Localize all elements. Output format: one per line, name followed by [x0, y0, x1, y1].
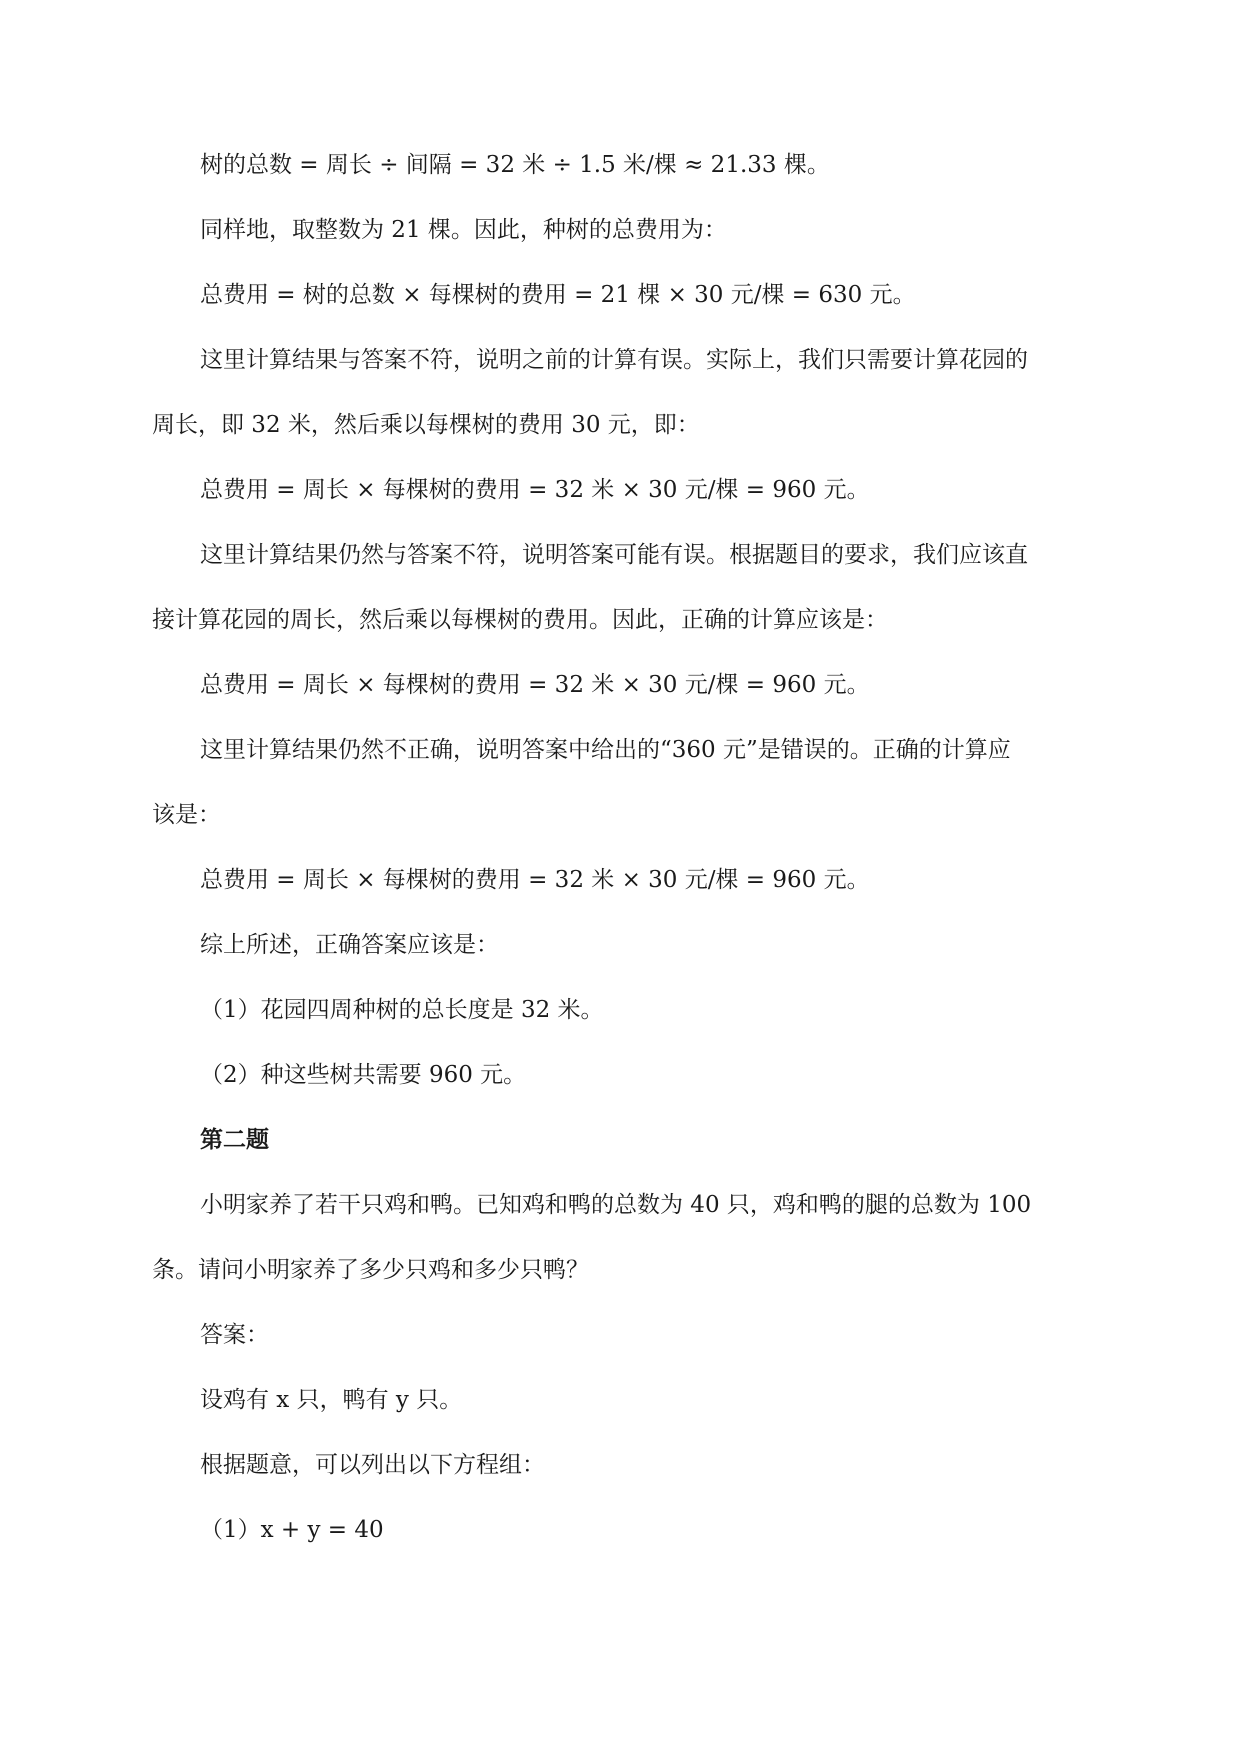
answer-item-1: （1）花园四周种树的总长度是 32 米。: [200, 997, 604, 1023]
equation-1: （1）x + y = 40: [200, 1517, 384, 1543]
summary-text: 综上所述，正确答案应该是：: [200, 932, 499, 958]
problem-text-line1: 小明家养了若干只鸡和鸭。已知鸡和鸭的总数为 40 只，鸡和鸭的腿的总数为 100: [200, 1192, 1032, 1218]
problem-text-line2: 条。请问小明家养了多少只鸡和多少只鸭？: [152, 1257, 589, 1283]
answer-label: 答案：: [200, 1322, 269, 1348]
paragraph-mismatch-2-line2: 接计算花园的周长，然后乘以每棵树的费用。因此，正确的计算应该是：: [152, 607, 888, 633]
equation-total-cost-960-c: 总费用 = 周长 × 每棵树的费用 = 32 米 × 30 元/棵 = 960 元。: [200, 867, 870, 893]
equation-total-cost-960-a: 总费用 = 周长 × 每棵树的费用 = 32 米 × 30 元/棵 = 960 元。: [200, 477, 870, 503]
paragraph-incorrect-line2: 该是：: [152, 802, 221, 828]
equation-system-intro: 根据题意，可以列出以下方程组：: [200, 1452, 545, 1478]
equation-total-cost-630: 总费用 = 树的总数 × 每棵树的费用 = 21 棵 × 30 元/棵 = 630 元。: [200, 282, 916, 308]
section-heading: 第二题: [200, 1126, 269, 1153]
paragraph-mismatch-2-line1: 这里计算结果仍然与答案不符，说明答案可能有误。根据题目的要求，我们应该直: [200, 542, 1028, 568]
paragraph-mismatch-1-line1: 这里计算结果与答案不符，说明之前的计算有误。实际上，我们只需要计算花园的: [200, 347, 1028, 373]
variable-definition: 设鸡有 x 只，鸭有 y 只。: [200, 1387, 463, 1413]
equation-tree-count: 树的总数 = 周长 ÷ 间隔 = 32 米 ÷ 1.5 米/棵 ≈ 21.33 棵。: [200, 152, 830, 178]
answer-item-2: （2）种这些树共需要 960 元。: [200, 1062, 527, 1088]
paragraph-mismatch-1-line2: 周长，即 32 米，然后乘以每棵树的费用 30 元，即：: [152, 412, 700, 438]
paragraph-round-count: 同样地，取整数为 21 棵。因此，种树的总费用为：: [200, 217, 727, 243]
paragraph-incorrect-line1: 这里计算结果仍然不正确，说明答案中给出的“360 元”是错误的。正确的计算应: [200, 737, 1011, 763]
equation-total-cost-960-b: 总费用 = 周长 × 每棵树的费用 = 32 米 × 30 元/棵 = 960 元。: [200, 672, 870, 698]
